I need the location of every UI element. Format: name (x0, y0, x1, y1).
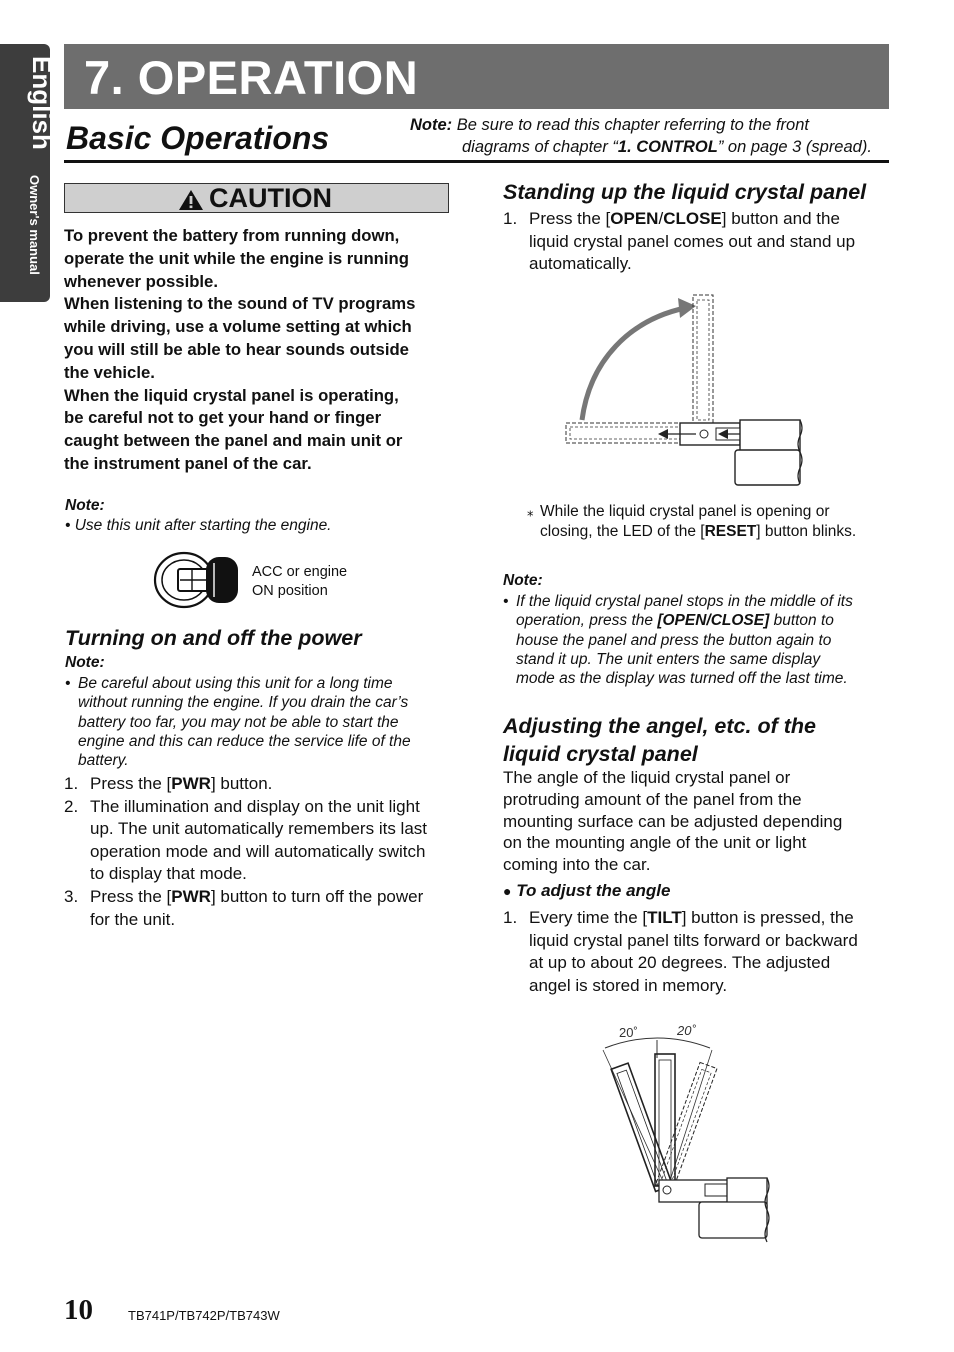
ignition-key-icon (152, 551, 244, 609)
caution-title: CAUTION (209, 183, 332, 213)
pwr-key-label: PWR (171, 886, 211, 906)
standing-step: 1. Press the [OPEN/CLOSE] button and the liquid crystal panel comes out and stand up automatically. (503, 209, 856, 274)
panel-tilt-diagram (595, 1018, 775, 1246)
power-note-line: without running the engine. If you drain the car’s (78, 694, 409, 712)
top-note-ref: 1. CONTROL (617, 138, 718, 156)
caution-line: whenever possible. (64, 271, 218, 291)
power-note-line: Be careful about using this unit for a long time (78, 675, 393, 692)
list-item: 2. The illumination and display on the unit light up. The unit automatically remembers its last operation mode and will automatically switch to display that mode. (64, 796, 427, 884)
sidebar-manual-label (14, 172, 42, 300)
panel-stand-up-diagram (560, 290, 810, 490)
standing-note: • If the liquid crystal panel stops in the middle of its operation, press the [OPEN/CLOSE] button to house the panel and press the button again to stand it up. The unit enters the same display mode as the display was turned off the last time. (503, 593, 853, 688)
caution-line: When the liquid crystal panel is operating, (64, 385, 399, 405)
caution-line: operate the unit while the engine is running (64, 248, 409, 268)
caution-line: be careful not to get your hand or finger (64, 408, 382, 428)
standing-footnote: ⁎ While the liquid crystal panel is opening or closing, the LED of the [RESET] button blinks. (527, 503, 857, 540)
ignition-caption-line: ON position (252, 583, 328, 599)
engine-note-label: Note: (65, 497, 105, 514)
top-note-line1: Be sure to read this chapter referring to the front (456, 116, 809, 134)
caution-line: When listening to the sound of TV programs (64, 294, 416, 314)
caution-line: you will still be able to hear sounds outside (64, 339, 409, 359)
caution-line: while driving, use a volume setting at which (64, 317, 412, 337)
top-note-line2c: ” on page 3 (spread). (717, 138, 872, 156)
caution-line: caught between the panel and main unit or (64, 431, 403, 451)
angle-left-label: 20˚ (619, 1025, 638, 1040)
power-note-line: battery too far, you may not be able to start the (78, 713, 399, 731)
power-note-line: engine and this can reduce the service life of the (78, 732, 411, 750)
standing-heading: Standing up the liquid crystal panel (503, 180, 867, 204)
caution-text (64, 225, 456, 476)
caution-line: the vehicle. (64, 362, 155, 382)
caution-line: the instrument panel of the car. (64, 453, 312, 473)
angle-right-label: 20˚ (677, 1023, 696, 1038)
bullet-icon: ● (503, 883, 512, 899)
engine-note-text: • Use this unit after starting the engine. (65, 517, 332, 534)
top-note (410, 114, 890, 158)
list-item: 1. Press the [PWR] button. (64, 774, 273, 793)
top-note-line2a: diagrams of chapter “ (462, 138, 618, 156)
power-heading: Turning on and off the power (65, 626, 362, 650)
sidebar-language-label (5, 52, 57, 162)
list-item: 3. Press the [PWR] button to turn off the power for the unit. (64, 886, 424, 929)
ignition-caption (252, 563, 347, 601)
power-note: • Be careful about using this unit for a long time without running the engine. If you drain the car’s battery too far, you may not be able to start the engine and this can reduce the service life of the battery. (65, 674, 460, 770)
page-number: 10 (64, 1294, 93, 1326)
standing-note-label: Note: (503, 572, 543, 589)
adjust-angle-subheading: ● To adjust the angle (503, 881, 671, 900)
ignition-caption-line: ACC or engine (252, 564, 348, 580)
sidebar-manual-text: Owner's manual (27, 175, 42, 275)
adjusting-body: The angle of the liquid crystal panel or protruding amount of the panel from the mounting surface can be adjusted depending on the mounting angle of the unit or light coming into the car. (503, 768, 843, 875)
sidebar-language-text: English (27, 56, 57, 150)
section-title: Basic Operations (66, 120, 330, 156)
top-note-label: Note: (410, 116, 453, 134)
pwr-key-label: PWR (171, 774, 211, 793)
asterisk-mark: ⁎ (527, 504, 534, 519)
warning-icon (178, 189, 204, 211)
header-rule (64, 160, 889, 163)
power-note-label: Note: (65, 654, 105, 671)
caution-line: To prevent the battery from running down, (64, 226, 400, 245)
model-numbers: TB741P/TB742P/TB743W (128, 1308, 280, 1323)
chapter-title: 7. OPERATION (84, 51, 419, 104)
power-steps (64, 773, 459, 931)
adjusting-step: 1. Every time the [TILT] button is pressed, the liquid crystal panel tilts forward or backward at up to about 20 degrees. The adjusted angel is stored in memory. (503, 908, 858, 995)
adjusting-heading: Adjusting the angel, etc. of the liquid crystal panel (503, 714, 816, 766)
power-note-line: battery. (78, 752, 129, 770)
